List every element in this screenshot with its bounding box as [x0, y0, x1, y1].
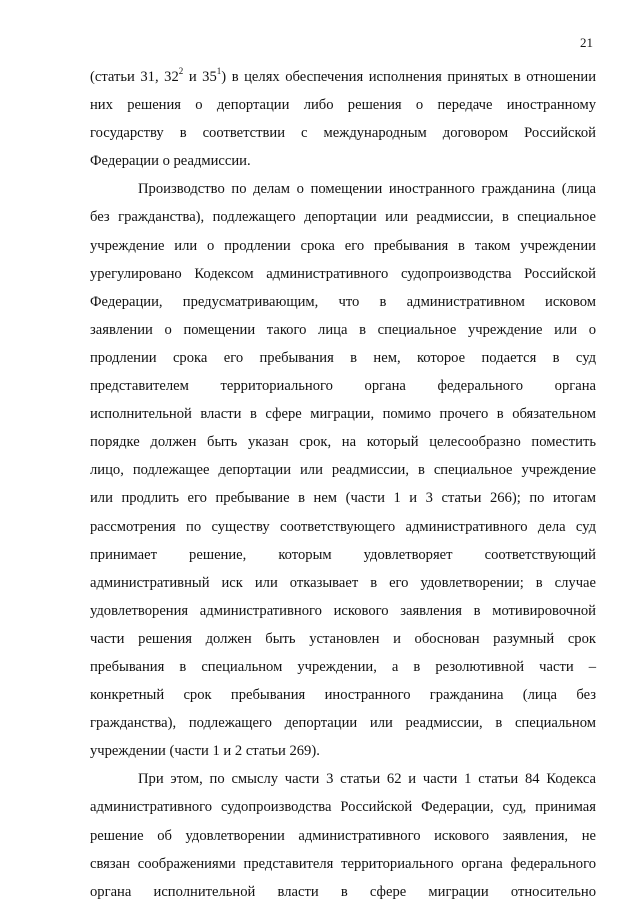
page-number: 21: [580, 35, 593, 50]
text-line: урегулировано Кодексом административного судопроизводства Российской: [90, 265, 596, 282]
text-line: органа исполнительной власти в сфере миграции относительно: [90, 883, 596, 900]
text-line: или продлить его пребывание в нем (части 1 и 3 статьи 266); по итогам: [90, 490, 596, 507]
text-line: связан соображениями представителя территориального органа федерального: [90, 855, 596, 872]
paragraph: [90, 63, 596, 175]
document-body: [90, 63, 596, 906]
text-line: При этом, по смыслу части 3 статьи 62 и части 1 статьи 84 Кодекса: [138, 771, 596, 788]
paragraph: [90, 765, 596, 905]
text-line: заявлении о помещении такого лица в специальное учреждение или о: [90, 321, 596, 338]
text-line: административный иск или отказывает в его удовлетворении; в случае: [90, 574, 596, 591]
text-line: исполнительной власти в сфере миграции, помимо прочего в обязательном: [90, 406, 596, 423]
text-line: Производство по делам о помещении иностранного гражданина (лица: [138, 181, 596, 198]
text-line: продлении срока его пребывания в нем, которое подается в суд: [90, 349, 596, 366]
text-line: государству в соответствии с международным договором Российской: [90, 125, 596, 142]
text-line: порядке должен быть указан срок, на который целесообразно поместить: [90, 434, 596, 451]
text-line: учреждении (части 1 и 2 статьи 269).: [90, 743, 320, 760]
text-line: рассмотрения по существу соответствующего административного дела суд: [90, 518, 596, 535]
text-line: лицо, подлежащее депортации или реадмиссии, в специальное учреждение: [90, 462, 596, 479]
superscript: 1: [216, 66, 222, 77]
text-line: них решения о депортации либо решения о передаче иностранному: [90, 97, 596, 114]
text-line: без гражданства), подлежащего депортации или реадмиссии, в специальное: [90, 209, 596, 226]
text-line: пребывания в специальном учреждении, а в резолютивной части –: [90, 658, 596, 675]
text-line: Федерации, предусматривающим, что в административном исковом: [90, 293, 596, 310]
text-line: решение об удовлетворении административного искового заявления, не: [90, 827, 596, 844]
text-line: учреждение или о продлении срока его пребывания в таком учреждении: [90, 237, 596, 254]
text-line: конкретный срок пребывания иностранного гражданина (лица без: [90, 687, 596, 704]
text-line: части решения должен быть установлен и обоснован разумный срок: [90, 630, 596, 647]
paragraph: [90, 175, 596, 765]
text-line: принимает решение, которым удовлетворяет соответствующий: [90, 546, 596, 563]
text-line: удовлетворения административного искового заявления в мотивировочной: [90, 602, 596, 619]
text-line: административного судопроизводства Российской Федерации, суд, принимая: [90, 799, 596, 816]
text-line: представителем территориального органа федерального органа: [90, 378, 596, 395]
superscript: 2: [178, 66, 184, 77]
text-line: (статьи 31, $32^2$ и $35^1$) в целях обеспечения исполнения принятых в отношении: [90, 66, 597, 85]
text-line: Федерации о реадмиссии.: [90, 153, 251, 170]
text-line: гражданства), подлежащего депортации или реадмиссии, в специальном: [90, 715, 596, 732]
